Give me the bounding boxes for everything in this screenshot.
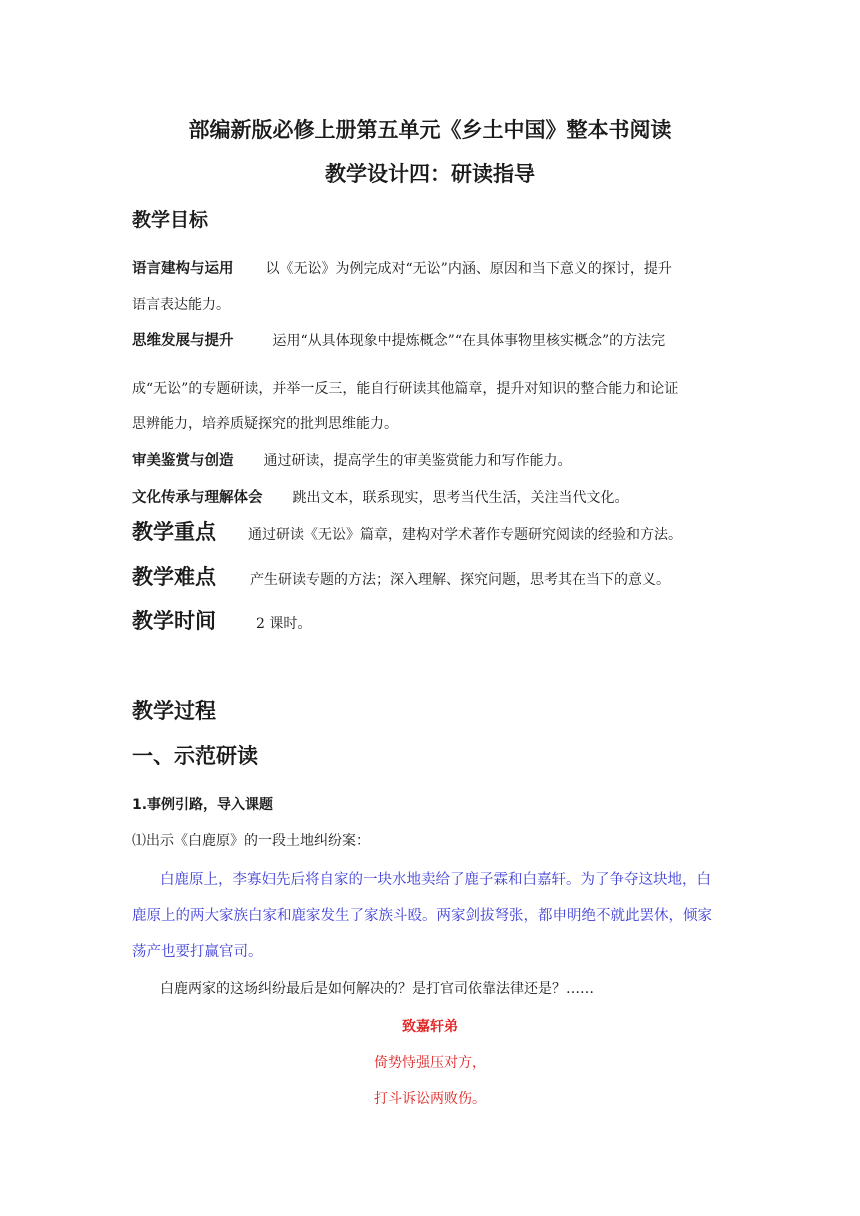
objective-text: 运用“从具体现象中提炼概念”“在具体事物里核实概念”的方法完	[272, 333, 666, 349]
process-heading: 教学过程	[132, 699, 216, 723]
key-point	[132, 516, 682, 546]
objective-text-cont: 思辨能力，培养质疑探究的批判思维能力。	[132, 416, 398, 432]
teaching-time	[132, 605, 311, 635]
poem-title: 致嘉轩弟	[402, 1019, 458, 1035]
objective-language	[132, 257, 672, 278]
objective-text-cont: 语言表达能力。	[132, 297, 230, 313]
time-label: 教学时间	[132, 609, 216, 633]
objective-text: 通过研读，提高学生的审美鉴赏能力和写作能力。	[263, 453, 572, 469]
objectives-heading: 教学目标	[132, 209, 209, 231]
objective-thinking	[132, 329, 665, 350]
objective-text-cont: 成“无讼”的专题研读，并举一反三，能自行研读其他篇章，提升对知识的整合能力和论证	[132, 381, 679, 397]
question-text: 白鹿两家的这场纠纷最后是如何解决的？是打官司依靠法律还是？……	[160, 981, 594, 997]
difficulty-text: 产生研读专题的方法；深入理解、探究问题，思考其在当下的意义。	[250, 572, 670, 588]
objective-aesthetic	[132, 449, 572, 470]
key-point-label: 教学重点	[132, 520, 216, 544]
difficulty	[132, 561, 670, 591]
quote-line: 白鹿原上，李寡妇先后将自家的一块水地卖给了鹿子霖和白嘉轩。为了争夺这块地，白	[160, 872, 711, 888]
objective-text: 以《无讼》为例完成对“无讼”内涵、原因和当下意义的探讨，提升	[265, 261, 672, 277]
poem-line: 打斗诉讼两败伤。	[374, 1091, 486, 1107]
quote-line: 鹿原上的两大家族白家和鹿家发生了家族斗殴。两家剑拔弩张，都申明绝不就此罢休，倾家	[132, 908, 712, 924]
objective-label: 思维发展与提升	[132, 333, 234, 349]
quote-line: 荡产也要打赢官司。	[132, 944, 263, 960]
document-title-line2: 教学设计四：研读指导	[325, 162, 535, 186]
document-title-line1: 部编新版必修上册第五单元《乡土中国》整本书阅读	[188, 118, 672, 142]
part1-heading: 一、示范研读	[132, 744, 258, 768]
step1-sub: ⑴出示《白鹿原》的一段土地纠纷案：	[132, 833, 370, 849]
objective-label: 语言建构与运用	[132, 261, 234, 277]
objective-text: 跳出文本，联系现实，思考当代生活，关注当代文化。	[292, 490, 629, 506]
step1-heading: 1.事例引路，导入课题	[132, 797, 274, 813]
difficulty-label: 教学难点	[132, 565, 216, 589]
objective-culture	[132, 486, 629, 507]
time-text: 2 课时。	[256, 616, 312, 632]
key-point-text: 通过研读《无讼》篇章，建构对学术著作专题研究阅读的经验和方法。	[248, 527, 682, 543]
objective-label: 文化传承与理解体会	[132, 490, 263, 506]
poem-line: 倚势恃强压对方，	[374, 1055, 486, 1071]
objective-label: 审美鉴赏与创造	[132, 453, 234, 469]
